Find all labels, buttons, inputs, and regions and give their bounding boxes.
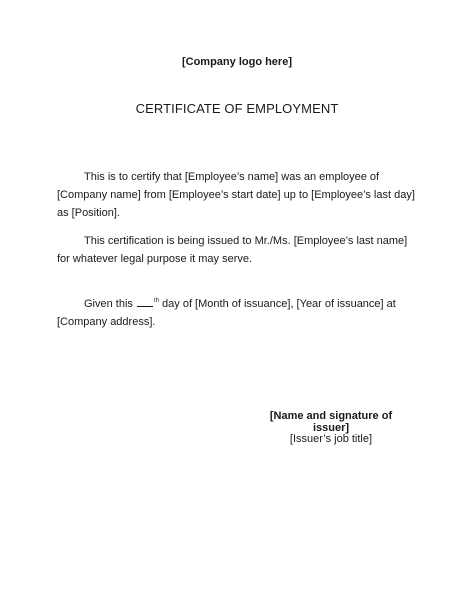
issuance-text-end: day of [Month of issuance], [Year of issuance] at [Company address]. [57, 298, 396, 328]
certification-text: This is to certify that [Employee’s name] was an employee of [Company name] from [Employee’s start date] up to [Employee’s last day] as [Position]. [57, 171, 415, 219]
certificate-title: CERTIFICATE OF EMPLOYMENT [135, 101, 339, 116]
issuer-name-signature: [Name and signature of issuer] [269, 410, 393, 434]
purpose-text: This certification is being issued to Mr./Ms. [Employee’s last name] for whatever legal purpose it may serve. [57, 235, 408, 265]
day-blank-line [137, 297, 153, 307]
company-logo-placeholder: [Company logo here] [181, 56, 292, 68]
issuance-text-start: Given this [84, 298, 136, 310]
certification-paragraph [57, 168, 423, 222]
issuer-job-title: [Issuer’s job title] [289, 433, 373, 445]
issuance-paragraph [57, 295, 423, 331]
purpose-paragraph [57, 232, 423, 268]
ordinal-suffix: th [153, 298, 159, 304]
